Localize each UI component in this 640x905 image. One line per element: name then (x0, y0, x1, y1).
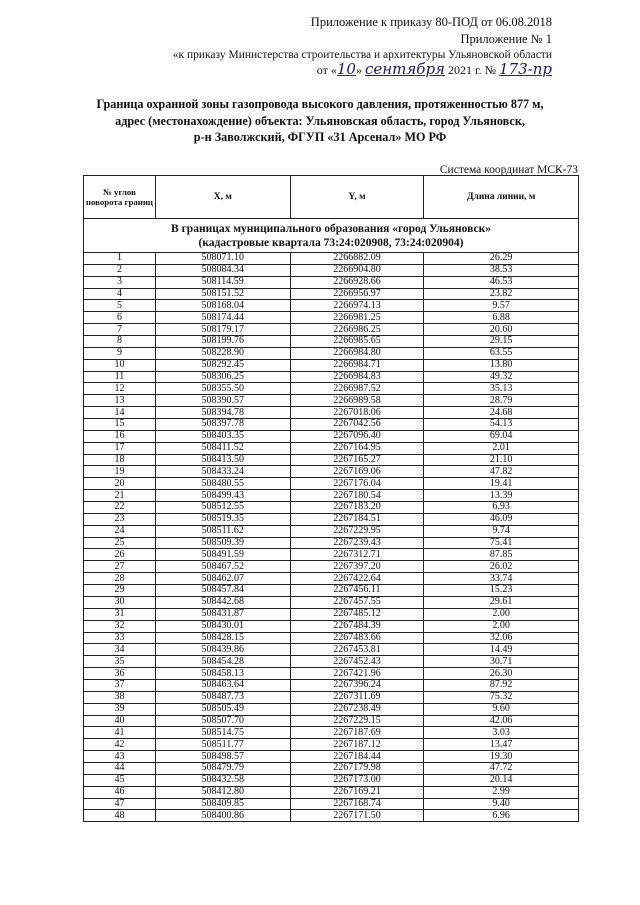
y-coordinate-cell: 2267169.06 (290, 466, 424, 478)
column-header-y: Y, м (290, 176, 424, 219)
y-coordinate-cell: 2267229.95 (290, 525, 424, 537)
table-row (84, 762, 579, 774)
table-row (84, 525, 579, 537)
point-number-cell: 30 (84, 596, 156, 608)
point-number-cell: 40 (84, 715, 156, 727)
table-row (84, 668, 579, 680)
order-date-mid: » (355, 63, 362, 77)
x-coordinate-cell: 508174.44 (155, 312, 290, 324)
line-length-cell: 2.01 (424, 442, 579, 454)
y-coordinate-cell: 2267096.40 (290, 430, 424, 442)
point-number-cell: 13 (84, 395, 156, 407)
x-coordinate-cell: 508487.73 (155, 691, 290, 703)
y-coordinate-cell: 2267042.56 (290, 419, 424, 431)
table-row (84, 810, 579, 822)
title-line-3: р-н Заволжский, ФГУП «31 Арсенал» МО РФ (193, 130, 447, 144)
line-length-cell: 87.85 (424, 549, 579, 561)
y-coordinate-cell: 2267173.00 (290, 774, 424, 786)
x-coordinate-cell: 508505.49 (155, 703, 290, 715)
line-length-cell: 35.13 (424, 383, 579, 395)
x-coordinate-cell: 508457.84 (155, 585, 290, 597)
table-row (84, 454, 579, 466)
x-coordinate-cell: 508463.64 (155, 679, 290, 691)
x-coordinate-cell: 508480.55 (155, 478, 290, 490)
x-coordinate-cell: 508355.50 (155, 383, 290, 395)
x-coordinate-cell: 508071.10 (155, 253, 290, 265)
table-header-row (84, 176, 579, 219)
x-coordinate-cell: 508400.86 (155, 810, 290, 822)
point-number-cell: 4 (84, 288, 156, 300)
table-row (84, 596, 579, 608)
y-coordinate-cell: 2267168.74 (290, 798, 424, 810)
section-line-2: (кадастровые квартала 73:24:020908, 73:24:020904) (198, 236, 464, 249)
table-row (84, 786, 579, 798)
point-number-cell: 2 (84, 264, 156, 276)
point-number-cell: 41 (84, 727, 156, 739)
line-length-cell: 13.80 (424, 359, 579, 371)
y-coordinate-cell: 2266904.80 (290, 264, 424, 276)
point-number-cell: 48 (84, 810, 156, 822)
y-coordinate-cell: 2266984.83 (290, 371, 424, 383)
line-length-cell: 6.96 (424, 810, 579, 822)
point-number-cell: 26 (84, 549, 156, 561)
table-row (84, 395, 579, 407)
line-length-cell: 23.82 (424, 288, 579, 300)
line-length-cell: 69.04 (424, 430, 579, 442)
table-row (84, 513, 579, 525)
y-coordinate-cell: 2267165.27 (290, 454, 424, 466)
table-row (84, 715, 579, 727)
title-line-2: адрес (местонахождение) объекта: Ульяновская область, город Ульяновск, (115, 113, 525, 128)
point-number-cell: 34 (84, 644, 156, 656)
x-coordinate-cell: 508412.80 (155, 786, 290, 798)
y-coordinate-cell: 2267453.81 (290, 644, 424, 656)
point-number-cell: 32 (84, 620, 156, 632)
point-number-cell: 46 (84, 786, 156, 798)
x-coordinate-cell: 508433.24 (155, 466, 290, 478)
point-number-cell: 5 (84, 300, 156, 312)
table-row (84, 430, 579, 442)
x-coordinate-cell: 508431.87 (155, 608, 290, 620)
section-line-1: В границах муниципального образования «город Ульяновск» (171, 222, 491, 235)
line-length-cell: 2.99 (424, 786, 579, 798)
table-row (84, 644, 579, 656)
ministry-order-line: «к приказу Министерства строительства и архитектуры Ульяновской области (172, 49, 552, 61)
line-length-cell: 33.74 (424, 573, 579, 585)
line-length-cell: 21.10 (424, 454, 579, 466)
line-length-cell: 19.41 (424, 478, 579, 490)
line-length-cell: 9.57 (424, 300, 579, 312)
point-number-cell: 17 (84, 442, 156, 454)
x-coordinate-cell: 508499.43 (155, 490, 290, 502)
table-row (84, 632, 579, 644)
y-coordinate-cell: 2267179.98 (290, 762, 424, 774)
point-number-cell: 18 (84, 454, 156, 466)
table-row (84, 703, 579, 715)
point-number-cell: 22 (84, 502, 156, 514)
x-coordinate-cell: 508199.76 (155, 336, 290, 348)
x-coordinate-cell: 508479.79 (155, 762, 290, 774)
document-title (60, 96, 580, 146)
point-number-cell: 38 (84, 691, 156, 703)
table-row (84, 442, 579, 454)
line-length-cell: 26.30 (424, 668, 579, 680)
x-coordinate-cell: 508462.07 (155, 573, 290, 585)
x-coordinate-cell: 508491.59 (155, 549, 290, 561)
line-length-cell: 9.40 (424, 798, 579, 810)
point-number-cell: 15 (84, 419, 156, 431)
table-row (84, 466, 579, 478)
point-number-cell: 31 (84, 608, 156, 620)
y-coordinate-cell: 2267180.54 (290, 490, 424, 502)
order-date-prefix: от « (316, 63, 337, 77)
section-heading (84, 219, 579, 253)
point-number-cell: 24 (84, 525, 156, 537)
column-header-x: X, м (155, 176, 290, 219)
y-coordinate-cell: 2266986.25 (290, 324, 424, 336)
point-number-cell: 8 (84, 336, 156, 348)
y-coordinate-cell: 2267183.20 (290, 502, 424, 514)
table-row (84, 537, 579, 549)
x-coordinate-cell: 508428.15 (155, 632, 290, 644)
point-number-cell: 27 (84, 561, 156, 573)
y-coordinate-cell: 2267184.44 (290, 751, 424, 763)
table-row (84, 407, 579, 419)
point-number-cell: 39 (84, 703, 156, 715)
table-row (84, 371, 579, 383)
y-coordinate-cell: 2267169.21 (290, 786, 424, 798)
y-coordinate-cell: 2266974.13 (290, 300, 424, 312)
line-length-cell: 47.72 (424, 762, 579, 774)
y-coordinate-cell: 2267018.06 (290, 407, 424, 419)
coordinates-table (83, 175, 579, 822)
table-row (84, 419, 579, 431)
appendix-order-line: Приложение к приказу 80-ПОД от 06.08.2018 (310, 15, 552, 29)
y-coordinate-cell: 2267184.51 (290, 513, 424, 525)
x-coordinate-cell: 508458.13 (155, 668, 290, 680)
line-length-cell: 54.13 (424, 419, 579, 431)
x-coordinate-cell: 508442.68 (155, 596, 290, 608)
x-coordinate-cell: 508519.35 (155, 513, 290, 525)
line-length-cell: 28.79 (424, 395, 579, 407)
y-coordinate-cell: 2267456.11 (290, 585, 424, 597)
point-number-cell: 45 (84, 774, 156, 786)
table-row (84, 656, 579, 668)
point-number-cell: 7 (84, 324, 156, 336)
line-length-cell: 13.47 (424, 739, 579, 751)
y-coordinate-cell: 2266987.52 (290, 383, 424, 395)
y-coordinate-cell: 2267239.43 (290, 537, 424, 549)
y-coordinate-cell: 2266985.65 (290, 336, 424, 348)
order-day-handwritten: 10 (336, 60, 356, 78)
line-length-cell: 20.60 (424, 324, 579, 336)
line-length-cell: 2.00 (424, 620, 579, 632)
coordinate-system-label: Система координат МСК-73 (439, 164, 578, 176)
table-row (84, 359, 579, 371)
order-year: 2021 г. № (445, 63, 500, 77)
point-number-cell: 29 (84, 585, 156, 597)
y-coordinate-cell: 2266882.09 (290, 253, 424, 265)
y-coordinate-cell: 2266928.66 (290, 276, 424, 288)
y-coordinate-cell: 2267397.20 (290, 561, 424, 573)
line-length-cell: 6.88 (424, 312, 579, 324)
table-row (84, 727, 579, 739)
table-row (84, 679, 579, 691)
table-row (84, 502, 579, 514)
line-length-cell: 42.06 (424, 715, 579, 727)
x-coordinate-cell: 508514.75 (155, 727, 290, 739)
y-coordinate-cell: 2267187.69 (290, 727, 424, 739)
x-coordinate-cell: 508292.45 (155, 359, 290, 371)
point-number-cell: 3 (84, 276, 156, 288)
line-length-cell: 75.41 (424, 537, 579, 549)
y-coordinate-cell: 2267229.15 (290, 715, 424, 727)
x-coordinate-cell: 508306.25 (155, 371, 290, 383)
x-coordinate-cell: 508509.39 (155, 537, 290, 549)
y-coordinate-cell: 2267238.49 (290, 703, 424, 715)
table-row (84, 478, 579, 490)
x-coordinate-cell: 508454.28 (155, 656, 290, 668)
column-header-length: Длина линии, м (424, 176, 579, 219)
point-number-cell: 23 (84, 513, 156, 525)
y-coordinate-cell: 2267311.69 (290, 691, 424, 703)
x-coordinate-cell: 508084.34 (155, 264, 290, 276)
line-length-cell: 9.74 (424, 525, 579, 537)
point-number-cell: 19 (84, 466, 156, 478)
y-coordinate-cell: 2267484.39 (290, 620, 424, 632)
table-row (84, 490, 579, 502)
y-coordinate-cell: 2267457.55 (290, 596, 424, 608)
x-coordinate-cell: 508498.57 (155, 751, 290, 763)
line-length-cell: 38.53 (424, 264, 579, 276)
line-length-cell: 47.82 (424, 466, 579, 478)
order-number-handwritten: 173-пр (499, 60, 552, 78)
x-coordinate-cell: 508151.52 (155, 288, 290, 300)
line-length-cell: 46.09 (424, 513, 579, 525)
table-row (84, 608, 579, 620)
y-coordinate-cell: 2267171.50 (290, 810, 424, 822)
y-coordinate-cell: 2266956.97 (290, 288, 424, 300)
y-coordinate-cell: 2267421.96 (290, 668, 424, 680)
point-number-cell: 11 (84, 371, 156, 383)
line-length-cell: 63.55 (424, 347, 579, 359)
point-number-cell: 47 (84, 798, 156, 810)
line-length-cell: 87.92 (424, 679, 579, 691)
table-row (84, 798, 579, 810)
point-number-cell: 14 (84, 407, 156, 419)
x-coordinate-cell: 508394.78 (155, 407, 290, 419)
x-coordinate-cell: 508390.57 (155, 395, 290, 407)
x-coordinate-cell: 508511.62 (155, 525, 290, 537)
title-line-1: Граница охранной зоны газопровода высокого давления, протяженностью 877 м, (96, 97, 544, 111)
order-date-line (317, 61, 552, 78)
table-row (84, 276, 579, 288)
y-coordinate-cell: 2267452.43 (290, 656, 424, 668)
point-number-cell: 20 (84, 478, 156, 490)
x-coordinate-cell: 508397.78 (155, 419, 290, 431)
point-number-cell: 10 (84, 359, 156, 371)
point-number-cell: 16 (84, 430, 156, 442)
point-number-cell: 28 (84, 573, 156, 585)
line-length-cell: 46.53 (424, 276, 579, 288)
x-coordinate-cell: 508511.77 (155, 739, 290, 751)
x-coordinate-cell: 508179.17 (155, 324, 290, 336)
point-number-cell: 36 (84, 668, 156, 680)
line-length-cell: 75.32 (424, 691, 579, 703)
x-coordinate-cell: 508512.55 (155, 502, 290, 514)
point-number-cell: 43 (84, 751, 156, 763)
x-coordinate-cell: 508439.86 (155, 644, 290, 656)
coordinates-rows (84, 253, 579, 822)
y-coordinate-cell: 2267176.04 (290, 478, 424, 490)
x-coordinate-cell: 508403.35 (155, 430, 290, 442)
line-length-cell: 30.71 (424, 656, 579, 668)
line-length-cell: 29.15 (424, 336, 579, 348)
table-row (84, 264, 579, 276)
point-number-cell: 21 (84, 490, 156, 502)
x-coordinate-cell: 508168.04 (155, 300, 290, 312)
table-row (84, 751, 579, 763)
line-length-cell: 9.60 (424, 703, 579, 715)
x-coordinate-cell: 508228.90 (155, 347, 290, 359)
x-coordinate-cell: 508467.52 (155, 561, 290, 573)
table-row (84, 383, 579, 395)
table-row (84, 691, 579, 703)
table-row (84, 573, 579, 585)
table-row (84, 253, 579, 265)
point-number-cell: 9 (84, 347, 156, 359)
line-length-cell: 26.02 (424, 561, 579, 573)
appendix-number-line: Приложение № 1 (460, 32, 552, 46)
x-coordinate-cell: 508409.85 (155, 798, 290, 810)
y-coordinate-cell: 2267396.24 (290, 679, 424, 691)
column-header-point-number: № углов поворота границ (84, 176, 156, 219)
point-number-cell: 44 (84, 762, 156, 774)
line-length-cell: 20.14 (424, 774, 579, 786)
point-number-cell: 33 (84, 632, 156, 644)
y-coordinate-cell: 2266981.25 (290, 312, 424, 324)
point-number-cell: 1 (84, 253, 156, 265)
y-coordinate-cell: 2267164.95 (290, 442, 424, 454)
y-coordinate-cell: 2267485.12 (290, 608, 424, 620)
y-coordinate-cell: 2267312.71 (290, 549, 424, 561)
x-coordinate-cell: 508432.58 (155, 774, 290, 786)
line-length-cell: 15.23 (424, 585, 579, 597)
table-row (84, 585, 579, 597)
point-number-cell: 12 (84, 383, 156, 395)
line-length-cell: 2.00 (424, 608, 579, 620)
line-length-cell: 24.68 (424, 407, 579, 419)
order-month-handwritten: сентября (364, 60, 445, 78)
table-row (84, 561, 579, 573)
table-row (84, 739, 579, 751)
line-length-cell: 49.32 (424, 371, 579, 383)
table-row (84, 620, 579, 632)
line-length-cell: 14.49 (424, 644, 579, 656)
line-length-cell: 29.61 (424, 596, 579, 608)
table-row (84, 549, 579, 561)
point-number-cell: 37 (84, 679, 156, 691)
y-coordinate-cell: 2266984.71 (290, 359, 424, 371)
y-coordinate-cell: 2266989.58 (290, 395, 424, 407)
line-length-cell: 6.93 (424, 502, 579, 514)
y-coordinate-cell: 2267187.12 (290, 739, 424, 751)
y-coordinate-cell: 2267483.66 (290, 632, 424, 644)
point-number-cell: 42 (84, 739, 156, 751)
table-row (84, 300, 579, 312)
x-coordinate-cell: 508114.59 (155, 276, 290, 288)
table-row (84, 324, 579, 336)
point-number-cell: 35 (84, 656, 156, 668)
table-row (84, 336, 579, 348)
y-coordinate-cell: 2266984.80 (290, 347, 424, 359)
x-coordinate-cell: 508413.50 (155, 454, 290, 466)
line-length-cell: 32.06 (424, 632, 579, 644)
table-row (84, 288, 579, 300)
point-number-cell: 25 (84, 537, 156, 549)
point-number-cell: 6 (84, 312, 156, 324)
table-row (84, 347, 579, 359)
line-length-cell: 19.30 (424, 751, 579, 763)
section-row (84, 219, 579, 253)
line-length-cell: 13.39 (424, 490, 579, 502)
line-length-cell: 26.29 (424, 253, 579, 265)
y-coordinate-cell: 2267422.64 (290, 573, 424, 585)
x-coordinate-cell: 508507.70 (155, 715, 290, 727)
x-coordinate-cell: 508430.01 (155, 620, 290, 632)
line-length-cell: 3.03 (424, 727, 579, 739)
x-coordinate-cell: 508411.52 (155, 442, 290, 454)
table-row (84, 312, 579, 324)
table-row (84, 774, 579, 786)
